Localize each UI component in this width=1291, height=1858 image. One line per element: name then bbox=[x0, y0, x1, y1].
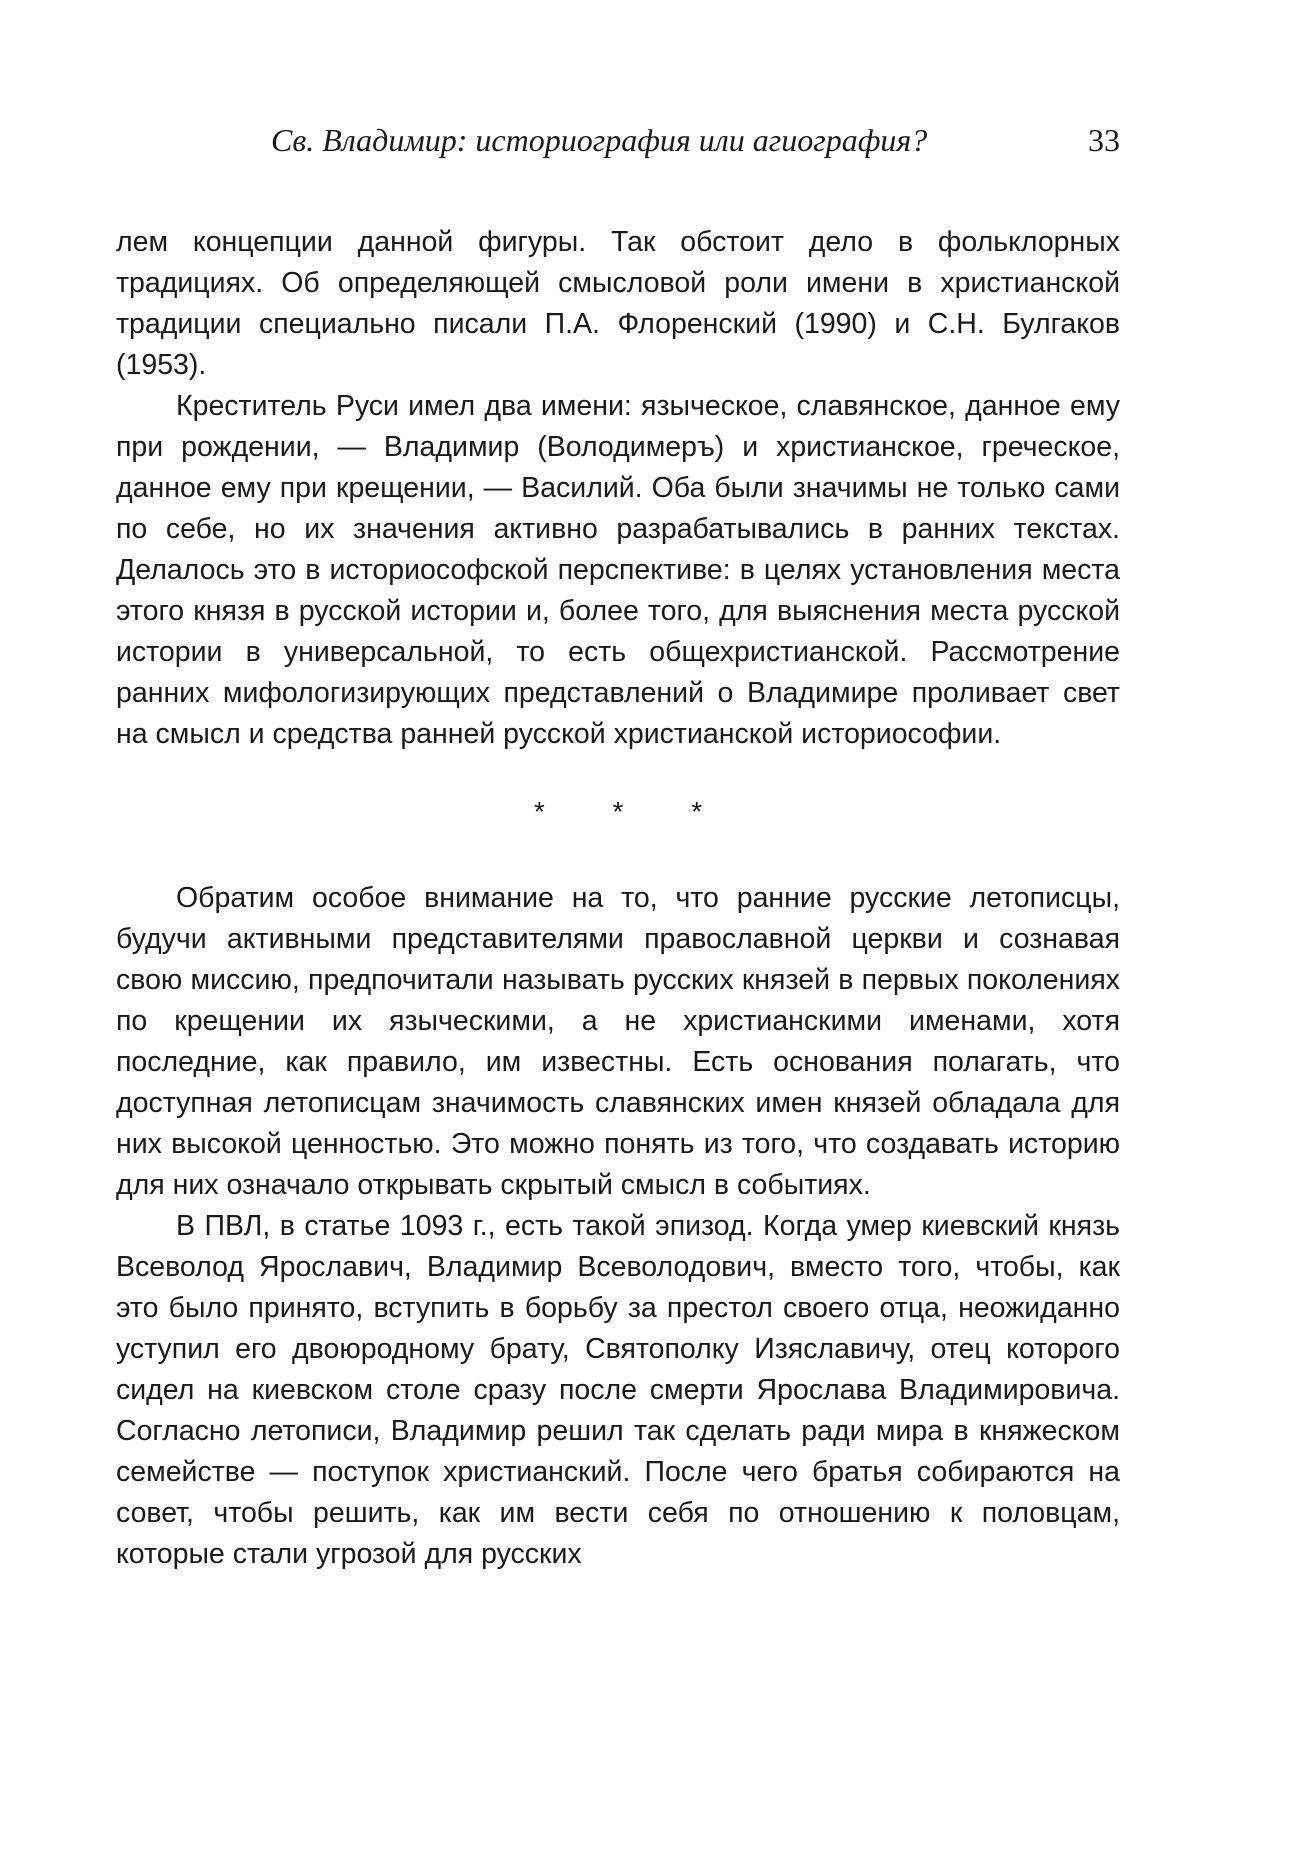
section-separator: * * * bbox=[533, 796, 733, 827]
running-head bbox=[116, 118, 1120, 162]
page-number: 33 bbox=[1088, 122, 1120, 158]
paragraph-3: Обратим особое внимание на то, что ранние русские летописцы, будучи активными представителями православной церкви и сознавая свою миссию, предпочитали называть русских князей в первых поколениях по крещении их языческими, а не христианскими именами, хотя последние, как правило, им известны. Есть основания полагать, что доступная летописцам значимость славянских имен князей обладала для них высокой ценностью. Это можно понять из того, что создавать историю для них означало открывать скрытый смысл в событиях. bbox=[116, 882, 1120, 1201]
paragraph-4: В ПВЛ, в статье 1093 г., есть такой эпизод. Когда умер киевский князь Всеволод Ярославич, Владимир Всеволодович, вместо того, чтобы, как это было принято, вступить в борьбу за престол своего отца, неожиданно уступил его двоюродному брату, Святополку Изяславичу, отец которого сидел на киевском столе сразу после смерти Ярослава Владимировича. Согласно летописи, Владимир решил так сделать ради мира в княжеском семействе — поступок христианский. После чего братья собираются на совет, чтобы решить, как им вести себя по отношению к половцам, которые стали угрозой для русских bbox=[116, 1210, 1120, 1570]
paragraph-2: Креститель Руси имел два имени: языческое, славянское, данное ему при рождении, — Владимир (Володимеръ) и христианское, греческое, данное ему при крещении, — Василий. Оба были значимы не только сами по себе, но их значения активно разрабатывались в ранних текстах. Делалось это в историософской перспективе: в целях установления места этого князя в русской истории и, более того, для выяснения места русской истории в универсальной, то есть общехристианской. Рассмотрение ранних мифологизирующих представлений о Владимире проливает свет на смысл и средства ранней русской христианской историософии. bbox=[116, 390, 1120, 750]
running-title: Св. Владимир: историография или агиография? bbox=[271, 122, 928, 158]
paragraph-1: лем концепции данной фигуры. Так обстоит дело в фольклорных традициях. Об определяющей смысловой роли имени в христианской традиции специально писали П.А. Флоренский (1990) и С.Н. Булгаков (1953). bbox=[116, 226, 1120, 381]
body-text bbox=[116, 222, 1120, 1575]
